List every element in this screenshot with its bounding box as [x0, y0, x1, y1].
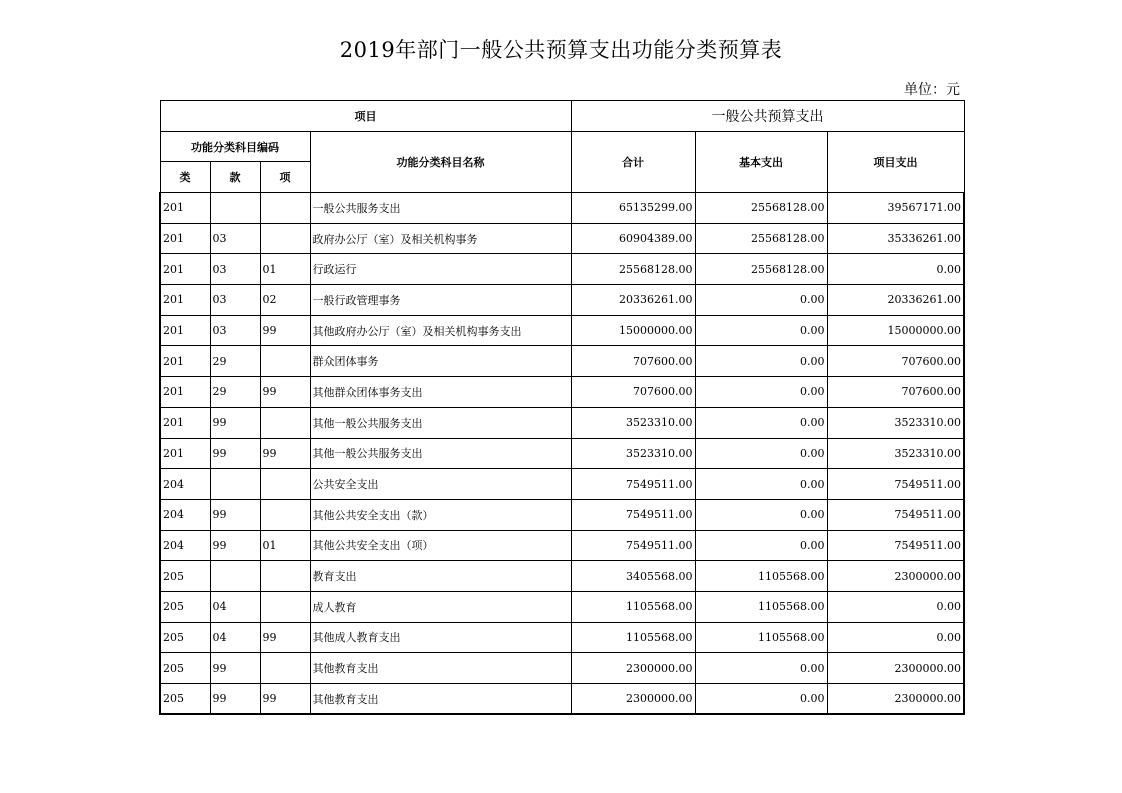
cell-kuan: 99: [210, 684, 260, 715]
cell-kuan: [210, 561, 260, 592]
cell-kuan: 99: [210, 438, 260, 469]
header-basic: 基本支出: [695, 132, 827, 193]
cell-name: 一般公共服务支出: [310, 193, 571, 224]
cell-total: 25568128.00: [571, 254, 695, 285]
cell-lei: 201: [160, 254, 210, 285]
cell-kuan: 03: [210, 315, 260, 346]
cell-name: 其他一般公共服务支出: [310, 438, 571, 469]
cell-kuan: [210, 469, 260, 500]
table-row: [160, 407, 964, 438]
cell-project: 39567171.00: [827, 193, 964, 224]
cell-project: 0.00: [827, 254, 964, 285]
cell-basic: 1105568.00: [695, 561, 827, 592]
cell-total: 707600.00: [571, 377, 695, 408]
cell-lei: 201: [160, 346, 210, 377]
cell-project: 2300000.00: [827, 653, 964, 684]
cell-name: 成人教育: [310, 591, 571, 622]
table-body: [160, 193, 964, 715]
cell-total: 2300000.00: [571, 653, 695, 684]
table-row: [160, 285, 964, 316]
cell-kuan: 03: [210, 254, 260, 285]
cell-total: 1105568.00: [571, 591, 695, 622]
unit-label: 单位：元: [904, 82, 960, 98]
header-item: 项目: [160, 101, 571, 132]
cell-name: 其他一般公共服务支出: [310, 407, 571, 438]
cell-xiang: [260, 591, 310, 622]
table-row: [160, 622, 964, 653]
cell-xiang: [260, 346, 310, 377]
cell-xiang: [260, 193, 310, 224]
cell-name: 行政运行: [310, 254, 571, 285]
cell-xiang: [260, 499, 310, 530]
cell-name: 其他政府办公厅（室）及相关机构事务支出: [310, 315, 571, 346]
cell-total: 1105568.00: [571, 622, 695, 653]
cell-lei: 205: [160, 653, 210, 684]
cell-basic: 0.00: [695, 285, 827, 316]
table-row: [160, 530, 964, 561]
cell-lei: 205: [160, 622, 210, 653]
cell-total: 7549511.00: [571, 530, 695, 561]
cell-basic: 0.00: [695, 653, 827, 684]
header-kuan: 款: [210, 162, 260, 193]
cell-project: 7549511.00: [827, 469, 964, 500]
cell-lei: 204: [160, 530, 210, 561]
table-row: [160, 438, 964, 469]
cell-name: 公共安全支出: [310, 469, 571, 500]
cell-project: 707600.00: [827, 346, 964, 377]
cell-kuan: 04: [210, 591, 260, 622]
header-general-budget: 一般公共预算支出: [571, 101, 964, 132]
cell-kuan: 29: [210, 377, 260, 408]
cell-xiang: 99: [260, 438, 310, 469]
cell-lei: 204: [160, 499, 210, 530]
table-row: [160, 684, 964, 715]
cell-xiang: [260, 469, 310, 500]
cell-basic: 0.00: [695, 530, 827, 561]
cell-kuan: 29: [210, 346, 260, 377]
cell-total: 7549511.00: [571, 499, 695, 530]
header-func-name: 功能分类科目名称: [310, 132, 571, 193]
cell-kuan: 04: [210, 622, 260, 653]
cell-name: 其他教育支出: [310, 684, 571, 715]
cell-name: 其他成人教育支出: [310, 622, 571, 653]
cell-xiang: 01: [260, 530, 310, 561]
cell-basic: 1105568.00: [695, 591, 827, 622]
table-row: [160, 591, 964, 622]
cell-project: 35336261.00: [827, 223, 964, 254]
cell-basic: 25568128.00: [695, 193, 827, 224]
cell-xiang: [260, 223, 310, 254]
cell-project: 20336261.00: [827, 285, 964, 316]
cell-basic: 0.00: [695, 469, 827, 500]
cell-kuan: 99: [210, 653, 260, 684]
cell-project: 7549511.00: [827, 530, 964, 561]
cell-kuan: 03: [210, 223, 260, 254]
cell-basic: 0.00: [695, 499, 827, 530]
cell-name: 其他教育支出: [310, 653, 571, 684]
cell-name: 其他群众团体事务支出: [310, 377, 571, 408]
cell-total: 3523310.00: [571, 438, 695, 469]
cell-total: 65135299.00: [571, 193, 695, 224]
cell-lei: 205: [160, 561, 210, 592]
cell-lei: 205: [160, 684, 210, 715]
cell-basic: 0.00: [695, 315, 827, 346]
header-project: 项目支出: [827, 132, 964, 193]
cell-project: 3523310.00: [827, 407, 964, 438]
cell-basic: 1105568.00: [695, 622, 827, 653]
cell-total: 2300000.00: [571, 684, 695, 715]
cell-basic: 0.00: [695, 684, 827, 715]
table-row: [160, 193, 964, 224]
cell-xiang: [260, 561, 310, 592]
header-xiang: 项: [260, 162, 310, 193]
table-row: [160, 346, 964, 377]
cell-project: 3523310.00: [827, 438, 964, 469]
cell-xiang: 99: [260, 315, 310, 346]
cell-kuan: 99: [210, 407, 260, 438]
cell-basic: 0.00: [695, 438, 827, 469]
budget-table: [159, 100, 965, 715]
cell-project: 707600.00: [827, 377, 964, 408]
cell-project: 0.00: [827, 591, 964, 622]
table-row: [160, 653, 964, 684]
cell-kuan: [210, 193, 260, 224]
cell-total: 707600.00: [571, 346, 695, 377]
cell-lei: 204: [160, 469, 210, 500]
cell-xiang: 02: [260, 285, 310, 316]
table-row: [160, 254, 964, 285]
cell-name: 其他公共安全支出（款）: [310, 499, 571, 530]
cell-total: 3405568.00: [571, 561, 695, 592]
cell-total: 15000000.00: [571, 315, 695, 346]
cell-project: 0.00: [827, 622, 964, 653]
cell-name: 群众团体事务: [310, 346, 571, 377]
page-title: 2019年部门一般公共预算支出功能分类预算表: [339, 38, 783, 62]
cell-basic: 25568128.00: [695, 254, 827, 285]
cell-kuan: 99: [210, 530, 260, 561]
cell-xiang: 99: [260, 377, 310, 408]
cell-name: 政府办公厅（室）及相关机构事务: [310, 223, 571, 254]
table-row: [160, 499, 964, 530]
header-func-code: 功能分类科目编码: [160, 132, 310, 162]
header-total: 合计: [571, 132, 695, 193]
table-row: [160, 223, 964, 254]
cell-project: 15000000.00: [827, 315, 964, 346]
cell-xiang: 01: [260, 254, 310, 285]
cell-project: 2300000.00: [827, 684, 964, 715]
cell-lei: 201: [160, 377, 210, 408]
cell-total: 7549511.00: [571, 469, 695, 500]
cell-total: 60904389.00: [571, 223, 695, 254]
cell-lei: 205: [160, 591, 210, 622]
cell-kuan: 03: [210, 285, 260, 316]
cell-xiang: [260, 653, 310, 684]
cell-lei: 201: [160, 285, 210, 316]
cell-basic: 25568128.00: [695, 223, 827, 254]
table-row: [160, 315, 964, 346]
table-row: [160, 377, 964, 408]
cell-xiang: [260, 407, 310, 438]
table-row: [160, 469, 964, 500]
cell-lei: 201: [160, 407, 210, 438]
cell-lei: 201: [160, 315, 210, 346]
cell-lei: 201: [160, 438, 210, 469]
cell-total: 20336261.00: [571, 285, 695, 316]
cell-xiang: 99: [260, 622, 310, 653]
cell-basic: 0.00: [695, 377, 827, 408]
cell-project: 2300000.00: [827, 561, 964, 592]
cell-lei: 201: [160, 193, 210, 224]
table-row: [160, 561, 964, 592]
cell-basic: 0.00: [695, 407, 827, 438]
cell-project: 7549511.00: [827, 499, 964, 530]
cell-lei: 201: [160, 223, 210, 254]
cell-kuan: 99: [210, 499, 260, 530]
header-lei: 类: [160, 162, 210, 193]
cell-name: 其他公共安全支出（项）: [310, 530, 571, 561]
cell-total: 3523310.00: [571, 407, 695, 438]
cell-xiang: 99: [260, 684, 310, 715]
cell-name: 一般行政管理事务: [310, 285, 571, 316]
cell-name: 教育支出: [310, 561, 571, 592]
cell-basic: 0.00: [695, 346, 827, 377]
